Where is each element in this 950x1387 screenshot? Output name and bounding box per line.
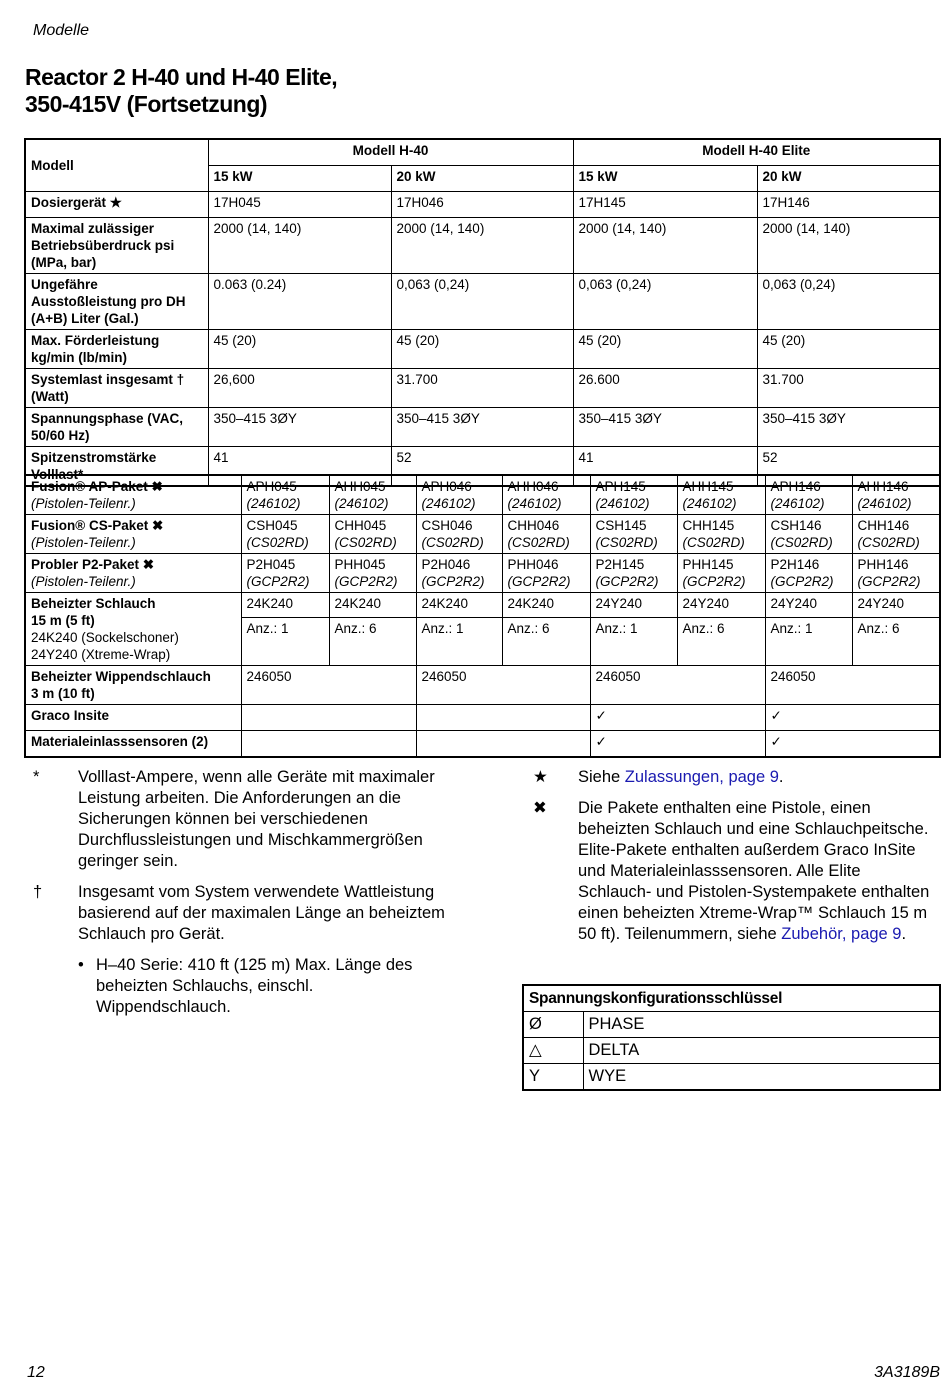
spec-table bbox=[24, 138, 941, 487]
footnotes-left bbox=[25, 767, 445, 1028]
row-label: Spannungsphase (VAC, 50/60 Hz) bbox=[25, 407, 208, 446]
table-row bbox=[25, 329, 940, 368]
table-row bbox=[25, 554, 940, 593]
table-cell: 350–415 3ØY bbox=[391, 407, 573, 446]
footnote-bullet: • H–40 Serie: 410 ft (125 m) Max. Länge des beheizten Schlauchs, einschl. Wippendschlauch. bbox=[78, 956, 413, 1016]
table-cell: PHASE bbox=[583, 1012, 940, 1038]
footnotes-right bbox=[525, 767, 937, 955]
table-cell: 24K240 bbox=[502, 593, 590, 618]
delta-icon: △ bbox=[523, 1038, 583, 1064]
cross-icon: ✖ bbox=[533, 799, 547, 817]
row-label: Max. Förderleistung kg/min (lb/min) bbox=[25, 329, 208, 368]
table-row bbox=[25, 475, 940, 515]
table-cell bbox=[241, 705, 416, 731]
table-cell: Anz.: 1 bbox=[241, 618, 329, 666]
power-header: 15 kW bbox=[573, 165, 757, 191]
page-number: 12 bbox=[27, 1364, 45, 1381]
table-cell: 24Y240 bbox=[677, 593, 765, 618]
table-cell: 246050 bbox=[416, 666, 590, 705]
row-label: Beheizter Wippendschlauch 3 m (10 ft) bbox=[25, 666, 241, 705]
table-cell: Anz.: 1 bbox=[765, 618, 852, 666]
table-cell: DELTA bbox=[583, 1038, 940, 1064]
table-cell: Anz.: 6 bbox=[502, 618, 590, 666]
table-cell: 45 (20) bbox=[573, 329, 757, 368]
row-label: Systemlast insgesamt † (Watt) bbox=[25, 368, 208, 407]
table-cell: 2000 (14, 140) bbox=[391, 217, 573, 273]
table-row bbox=[25, 191, 940, 217]
package-table bbox=[24, 474, 941, 758]
table-cell: PHH046 (GCP2R2) bbox=[502, 554, 590, 593]
row-label: Beheizter Schlauch 15 m (5 ft) 24K240 (Sockelschoner) 24Y240 (Xtreme-Wrap) bbox=[25, 593, 241, 666]
table-cell bbox=[241, 731, 416, 757]
footnote-dagger: † Insgesamt vom System verwendete Wattleistung basierend auf der maximalen Länge an beheiztem Schlauch pro Gerät. bbox=[33, 883, 445, 943]
row-label: Ungefähre Ausstoßleistung pro DH (A+B) Liter (Gal.) bbox=[25, 273, 208, 329]
table-cell: CHH045 (CS02RD) bbox=[329, 515, 416, 554]
table-cell: P2H146 (GCP2R2) bbox=[765, 554, 852, 593]
table-cell: CSH046 (CS02RD) bbox=[416, 515, 502, 554]
table-row bbox=[25, 705, 940, 731]
table-cell: 0,063 (0,24) bbox=[391, 273, 573, 329]
table-cell: PHH045 (GCP2R2) bbox=[329, 554, 416, 593]
footnote-asterisk: * Volllast-Ampere, wenn alle Geräte mit maximaler Leistung arbeiten. Die Anforderungen an die Sicherungen können bei verschiedenen Durchflussleistungen und Mischkammergrößen geringer sein. bbox=[33, 768, 435, 870]
row-label: Dosiergerät ★ bbox=[25, 191, 208, 217]
row-label: Materialeinlasssensoren (2) bbox=[25, 731, 241, 757]
table-cell: APH045 (246102) bbox=[241, 475, 329, 515]
table-cell: 0.063 (0.24) bbox=[208, 273, 391, 329]
table-cell: 24K240 bbox=[416, 593, 502, 618]
table-row bbox=[523, 1038, 940, 1064]
row-label: Spitzenstromstärke Volllast* bbox=[25, 446, 208, 486]
wye-symbol: Y bbox=[523, 1064, 583, 1091]
document-number: 3A3189B bbox=[874, 1364, 940, 1381]
table-cell: AHH045 (246102) bbox=[329, 475, 416, 515]
table-cell: 52 bbox=[391, 446, 573, 486]
table-cell: APH146 (246102) bbox=[765, 475, 852, 515]
table-row bbox=[25, 273, 940, 329]
table-cell: P2H045 (GCP2R2) bbox=[241, 554, 329, 593]
page-title bbox=[25, 64, 337, 118]
group-elite-header: Modell H-40 Elite bbox=[573, 139, 940, 165]
table-cell: APH046 (246102) bbox=[416, 475, 502, 515]
bullet-icon: • bbox=[78, 956, 84, 974]
table-row bbox=[25, 515, 940, 554]
check-icon: ✓ bbox=[765, 705, 940, 731]
table-cell: 26.600 bbox=[573, 368, 757, 407]
table-cell: PHH145 (GCP2R2) bbox=[677, 554, 765, 593]
table-cell bbox=[416, 705, 590, 731]
table-cell: 350–415 3ØY bbox=[573, 407, 757, 446]
power-header: 20 kW bbox=[391, 165, 573, 191]
row-label: Fusion® CS-Paket ✖ (Pistolen-Teilenr.) bbox=[25, 515, 241, 554]
table-cell: 350–415 3ØY bbox=[757, 407, 940, 446]
row-label: Probler P2-Paket ✖ (Pistolen-Teilenr.) bbox=[25, 554, 241, 593]
table-cell: 45 (20) bbox=[208, 329, 391, 368]
table-cell: CSH145 (CS02RD) bbox=[590, 515, 677, 554]
table-cell: AHH145 (246102) bbox=[677, 475, 765, 515]
footnote-star: ★ Siehe Zulassungen, page 9. bbox=[533, 768, 784, 786]
table-row bbox=[523, 1064, 940, 1091]
table-cell: P2H145 (GCP2R2) bbox=[590, 554, 677, 593]
row-label: Maximal zulässiger Betriebsüberdruck psi (MPa, bar) bbox=[25, 217, 208, 273]
table-cell: 24Y240 bbox=[590, 593, 677, 618]
accessories-link[interactable]: Zubehör, page 9 bbox=[781, 925, 902, 943]
model-label-cell: Modell bbox=[25, 139, 208, 191]
star-icon: ★ bbox=[533, 768, 548, 786]
check-icon: ✓ bbox=[590, 705, 765, 731]
table-cell: Anz.: 1 bbox=[416, 618, 502, 666]
table-cell: 24Y240 bbox=[765, 593, 852, 618]
table-cell: 17H045 bbox=[208, 191, 391, 217]
asterisk-icon: * bbox=[33, 768, 40, 786]
table-cell: 52 bbox=[757, 446, 940, 486]
table-cell: CHH046 (CS02RD) bbox=[502, 515, 590, 554]
table-cell: 2000 (14, 140) bbox=[573, 217, 757, 273]
check-icon: ✓ bbox=[590, 731, 765, 757]
table-cell: AHH146 (246102) bbox=[852, 475, 940, 515]
row-label: Fusion® AP-Paket ✖ (Pistolen-Teilenr.) bbox=[25, 475, 241, 515]
table-cell: 246050 bbox=[241, 666, 416, 705]
table-row bbox=[523, 1012, 940, 1038]
table-cell: 2000 (14, 140) bbox=[757, 217, 940, 273]
power-header: 20 kW bbox=[757, 165, 940, 191]
table-cell bbox=[416, 731, 590, 757]
table-cell: 17H046 bbox=[391, 191, 573, 217]
table-cell: AHH046 (246102) bbox=[502, 475, 590, 515]
table-cell: 45 (20) bbox=[391, 329, 573, 368]
table-cell: CHH146 (CS02RD) bbox=[852, 515, 940, 554]
phase-symbol: Ø bbox=[523, 1012, 583, 1038]
table-row bbox=[25, 593, 940, 618]
voltage-key-table bbox=[522, 984, 941, 1091]
check-icon: ✓ bbox=[765, 731, 940, 757]
table-cell: 246050 bbox=[765, 666, 940, 705]
table-cell: 350–415 3ØY bbox=[208, 407, 391, 446]
table-cell: CSH146 (CS02RD) bbox=[765, 515, 852, 554]
power-header: 15 kW bbox=[208, 165, 391, 191]
title-line-2: 350-415V (Fortsetzung) bbox=[25, 91, 268, 117]
table-row bbox=[25, 368, 940, 407]
table-cell: Anz.: 6 bbox=[852, 618, 940, 666]
table-cell: 0,063 (0,24) bbox=[757, 273, 940, 329]
table-row bbox=[25, 731, 940, 757]
voltage-key-title: Spannungskonfigurationsschlüssel bbox=[523, 985, 940, 1012]
row-label: Graco Insite bbox=[25, 705, 241, 731]
table-cell: 2000 (14, 140) bbox=[208, 217, 391, 273]
group-h40-header: Modell H-40 bbox=[208, 139, 573, 165]
table-cell: 41 bbox=[208, 446, 391, 486]
section-header: Modelle bbox=[33, 22, 90, 39]
table-cell: 17H146 bbox=[757, 191, 940, 217]
title-line-1: Reactor 2 H-40 und H-40 Elite, bbox=[25, 64, 338, 90]
table-cell: 17H145 bbox=[573, 191, 757, 217]
table-cell: 24K240 bbox=[241, 593, 329, 618]
table-cell: 41 bbox=[573, 446, 757, 486]
table-cell: CSH045 (CS02RD) bbox=[241, 515, 329, 554]
table-cell: Anz.: 6 bbox=[677, 618, 765, 666]
table-cell: Anz.: 1 bbox=[590, 618, 677, 666]
table-cell: 246050 bbox=[590, 666, 765, 705]
table-row bbox=[25, 407, 940, 446]
table-cell: 31.700 bbox=[757, 368, 940, 407]
table-cell: PHH146 (GCP2R2) bbox=[852, 554, 940, 593]
table-cell: P2H046 (GCP2R2) bbox=[416, 554, 502, 593]
table-cell: 0,063 (0,24) bbox=[573, 273, 757, 329]
table-cell: APH145 (246102) bbox=[590, 475, 677, 515]
table-cell: CHH145 (CS02RD) bbox=[677, 515, 765, 554]
table-cell: 31.700 bbox=[391, 368, 573, 407]
table-cell: 26,600 bbox=[208, 368, 391, 407]
dagger-icon: † bbox=[33, 883, 43, 901]
footnote-cross: ✖ Die Pakete enthalten eine Pistole, einen beheizten Schlauch und eine Schlauchpeitsche. Elite-Pakete enthalten außerdem Graco InSite und Materialeinlasssensoren. Alle Elite Schlauch- und Pistolen-Systempakete enthalten einen beheizten Xtreme-Wrap™ Schlauch 15 m 50 ft). Teilenummern, siehe Zubehör, page 9. bbox=[533, 799, 930, 943]
table-cell: WYE bbox=[583, 1064, 940, 1091]
table-cell: 24K240 bbox=[329, 593, 416, 618]
table-cell: Anz.: 6 bbox=[329, 618, 416, 666]
approvals-link[interactable]: Zulassungen, page 9 bbox=[624, 768, 779, 786]
table-row bbox=[25, 666, 940, 705]
table-row bbox=[25, 217, 940, 273]
table-cell: 45 (20) bbox=[757, 329, 940, 368]
table-cell: 24Y240 bbox=[852, 593, 940, 618]
